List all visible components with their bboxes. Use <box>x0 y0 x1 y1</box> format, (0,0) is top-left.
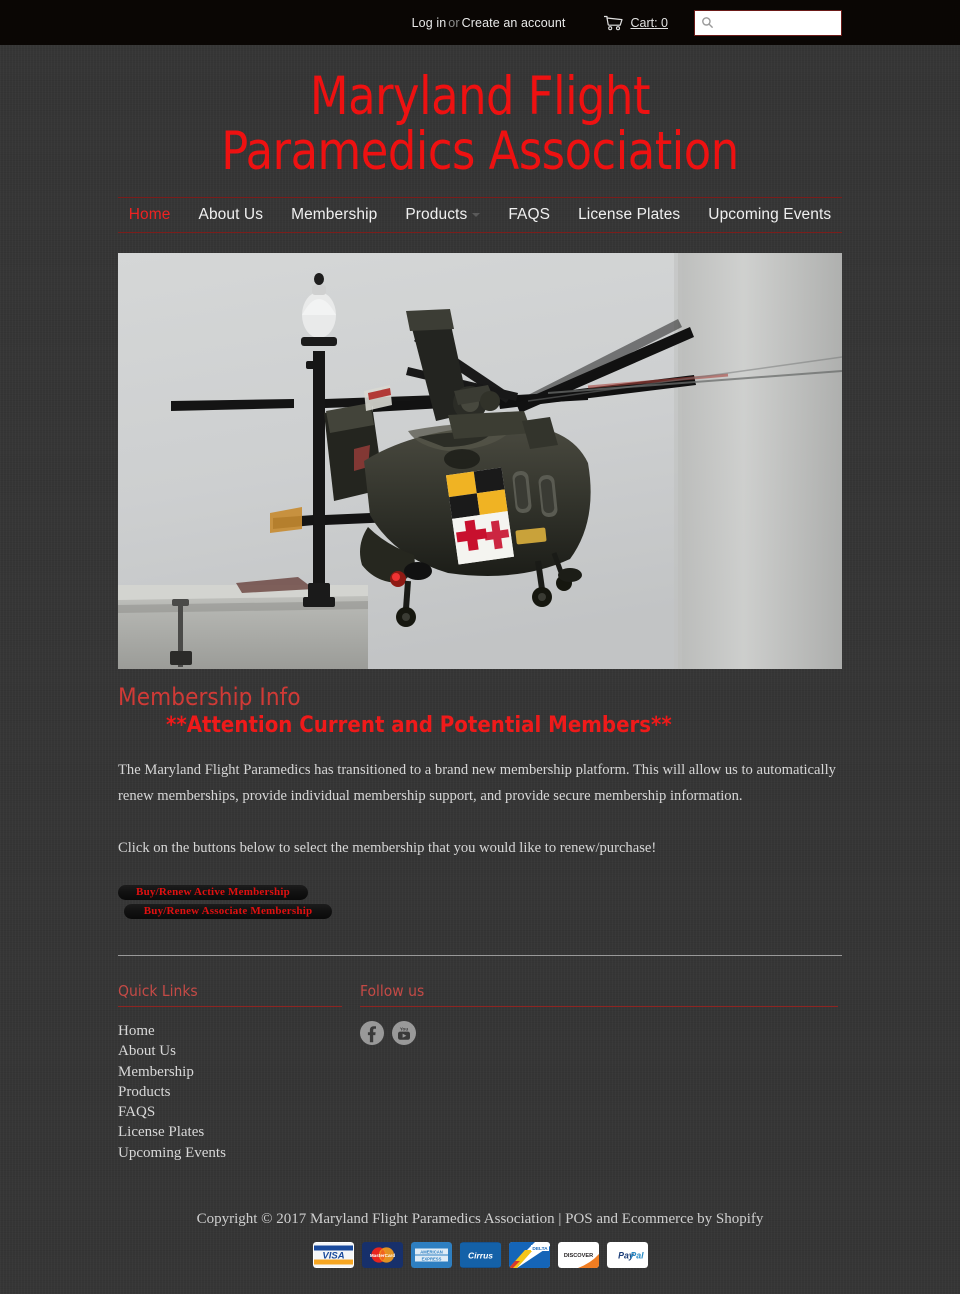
nav-item-upcoming-events[interactable] <box>694 198 845 232</box>
nav-list <box>115 198 846 232</box>
nav-item-products[interactable] <box>391 198 494 232</box>
quick-links-list <box>118 1021 360 1163</box>
facebook-icon[interactable] <box>360 1021 384 1045</box>
footer-follow-column <box>360 982 602 1163</box>
main-navigation <box>118 197 842 233</box>
nav-item-about-us[interactable] <box>185 198 278 232</box>
buy-renew-associate-membership-button[interactable]: Buy/Renew Associate Membership <box>124 904 332 919</box>
payment-icons <box>118 1242 842 1294</box>
svg-text:DELTA: DELTA <box>531 1247 548 1253</box>
nav-item-home[interactable] <box>115 198 185 232</box>
footer-link-upcoming-events[interactable]: Upcoming Events <box>118 1144 226 1161</box>
cart-count-label: Cart: 0 <box>630 15 668 30</box>
membership-buttons <box>118 885 842 919</box>
list-item[interactable] <box>118 1062 360 1082</box>
site-title-link[interactable] <box>118 45 842 189</box>
list-item[interactable] <box>118 1021 360 1041</box>
helicopter-photo <box>118 253 842 669</box>
follow-us-rule <box>360 1006 838 1007</box>
site-title-line-1: Maryland Flight <box>309 66 651 127</box>
footer-link-faqs[interactable]: FAQS <box>118 1104 156 1121</box>
hero-image <box>118 253 842 669</box>
footer-link-products[interactable]: Products <box>118 1083 171 1100</box>
page-title <box>140 45 821 189</box>
nav-link-membership[interactable]: Membership <box>291 206 378 223</box>
svg-text:Pay: Pay <box>617 1250 634 1261</box>
social-links <box>360 1021 602 1045</box>
youtube-glyph <box>392 1021 416 1045</box>
shopping-cart-icon <box>603 15 630 31</box>
page-container <box>118 45 842 1294</box>
footer-link-home[interactable]: Home <box>118 1023 155 1039</box>
nav-link-products[interactable] <box>391 198 494 232</box>
paragraph-platform: The Maryland Flight Paramedics has transitioned to a brand new membership platform. This will allow us to automatically renew memberships, provide individual membership support, and provide secure membership information. <box>118 762 836 804</box>
buy-renew-active-membership-button[interactable]: Buy/Renew Active Membership <box>118 885 308 900</box>
nav-link-about-us[interactable]: About Us <box>198 206 264 223</box>
paypal-icon <box>607 1242 648 1268</box>
or-separator: or <box>448 15 460 30</box>
search-input[interactable] <box>694 10 842 36</box>
svg-text:Pal: Pal <box>629 1250 644 1261</box>
search-box[interactable] <box>694 10 842 36</box>
copyright-text: Copyright © 2017 Maryland Flight Paramedics Association | POS and Ecommerce by Shopify <box>196 1211 764 1228</box>
site-footer <box>118 956 842 1163</box>
svg-text:AMERICAN: AMERICAN <box>419 1249 443 1255</box>
nav-link-license-plates[interactable]: License Plates <box>578 206 681 223</box>
footer-link-about-us[interactable]: About Us <box>118 1043 176 1060</box>
follow-us-heading: Follow us <box>360 982 425 1000</box>
youtube-icon[interactable] <box>392 1021 416 1045</box>
svg-text:VISA: VISA <box>321 1250 345 1262</box>
list-item[interactable] <box>118 1041 360 1061</box>
visa-icon <box>313 1242 354 1268</box>
site-title-line-2: Paramedics Association <box>221 121 739 182</box>
top-bar-inner <box>412 10 842 36</box>
paragraph-instructions: Click on the buttons below to select the membership that you would like to renew/purchase! <box>118 840 657 856</box>
main-content <box>118 669 842 919</box>
nav-link-products-label: Products <box>405 206 468 223</box>
membership-info-heading: Membership Info <box>118 683 301 711</box>
svg-text:DISCOVER: DISCOVER <box>563 1253 593 1260</box>
footer-quick-links-column <box>118 982 360 1163</box>
quick-links-heading: Quick Links <box>118 982 198 1000</box>
american-express-icon <box>411 1242 452 1268</box>
attention-heading: **Attention Current and Potential Members** <box>166 713 672 738</box>
quick-links-rule <box>118 1006 342 1007</box>
footer-link-license-plates[interactable]: License Plates <box>118 1124 205 1141</box>
nav-item-license-plates[interactable] <box>564 198 694 232</box>
mastercard-icon <box>362 1242 403 1268</box>
create-account-link[interactable]: Create an account <box>461 15 566 30</box>
delta-icon <box>509 1242 550 1268</box>
list-item[interactable] <box>118 1122 360 1142</box>
svg-text:Cirrus: Cirrus <box>467 1250 493 1261</box>
list-item[interactable] <box>118 1082 360 1102</box>
top-bar <box>0 0 960 45</box>
list-item[interactable] <box>118 1143 360 1163</box>
nav-link-home[interactable]: Home <box>128 206 171 223</box>
svg-text:You: You <box>399 1026 409 1032</box>
svg-text:EXPRESS: EXPRESS <box>421 1256 441 1262</box>
nav-item-membership[interactable] <box>277 198 391 232</box>
list-item[interactable] <box>118 1102 360 1122</box>
login-link[interactable]: Log in <box>411 15 447 30</box>
account-links <box>412 16 566 30</box>
discover-icon <box>558 1242 599 1268</box>
cirrus-icon <box>460 1242 501 1268</box>
cart-link[interactable] <box>603 15 668 31</box>
nav-item-faqs[interactable] <box>494 198 564 232</box>
nav-link-faqs[interactable]: FAQS <box>508 206 551 223</box>
facebook-glyph <box>360 1021 384 1045</box>
chevron-down-icon <box>472 213 480 217</box>
footer-link-membership[interactable]: Membership <box>118 1063 194 1080</box>
nav-link-upcoming-events[interactable]: Upcoming Events <box>708 206 832 223</box>
svg-text:MasterCard: MasterCard <box>369 1253 395 1259</box>
